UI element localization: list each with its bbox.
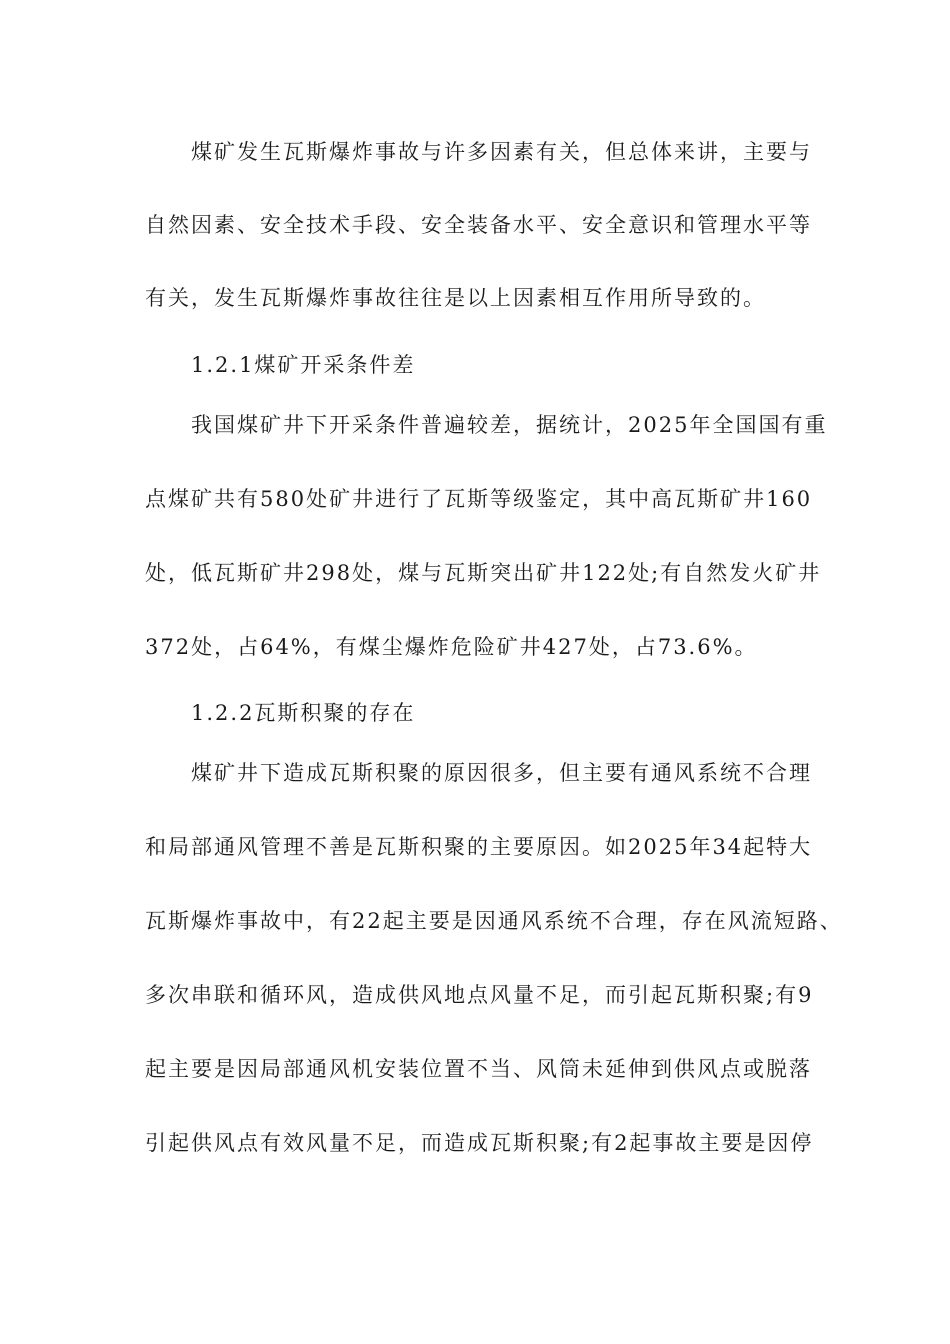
- paragraph-3-line-6: 引起供风点有效风量不足，而造成瓦斯积聚;有2起事故主要是因停: [145, 1131, 814, 1155]
- paragraph-1-line-1: 煤矿发生瓦斯爆炸事故与许多因素有关，但总体来讲，主要与: [191, 140, 812, 164]
- paragraph-2-line-4: 372处，占64%，有煤尘爆炸危险矿井427处，占73.6%。: [145, 635, 758, 659]
- paragraph-2-line-2: 点煤矿共有580处矿井进行了瓦斯等级鉴定，其中高瓦斯矿井160: [145, 487, 813, 511]
- paragraph-3-line-1: 煤矿井下造成瓦斯积聚的原因很多，但主要有通风系统不合理: [191, 761, 812, 785]
- paragraph-1-line-3: 有关，发生瓦斯爆炸事故往往是以上因素相互作用所导致的。: [145, 286, 766, 310]
- paragraph-3-line-5: 起主要是因局部通风机安装位置不当、风筒未延伸到供风点或脱落: [145, 1057, 812, 1081]
- paragraph-2-line-1: 我国煤矿井下开采条件普遍较差，据统计，2025年全国国有重: [191, 413, 828, 437]
- section-heading-1-2-2: 1.2.2瓦斯积聚的存在: [191, 701, 416, 725]
- section-heading-1-2-1: 1.2.1煤矿开采条件差: [191, 353, 416, 377]
- paragraph-1-line-2: 自然因素、安全技术手段、安全装备水平、安全意识和管理水平等: [145, 213, 812, 237]
- paragraph-3-line-2: 和局部通风管理不善是瓦斯积聚的主要原因。如2025年34起特大: [145, 835, 813, 859]
- paragraph-2-line-3: 处，低瓦斯矿井298处，煤与瓦斯突出矿井122处;有自然发火矿井: [145, 561, 822, 585]
- paragraph-3-line-3: 瓦斯爆炸事故中，有22起主要是因通风系统不合理，存在风流短路、: [145, 909, 843, 933]
- paragraph-3-line-4: 多次串联和循环风，造成供风地点风量不足，而引起瓦斯积聚;有9: [145, 983, 814, 1007]
